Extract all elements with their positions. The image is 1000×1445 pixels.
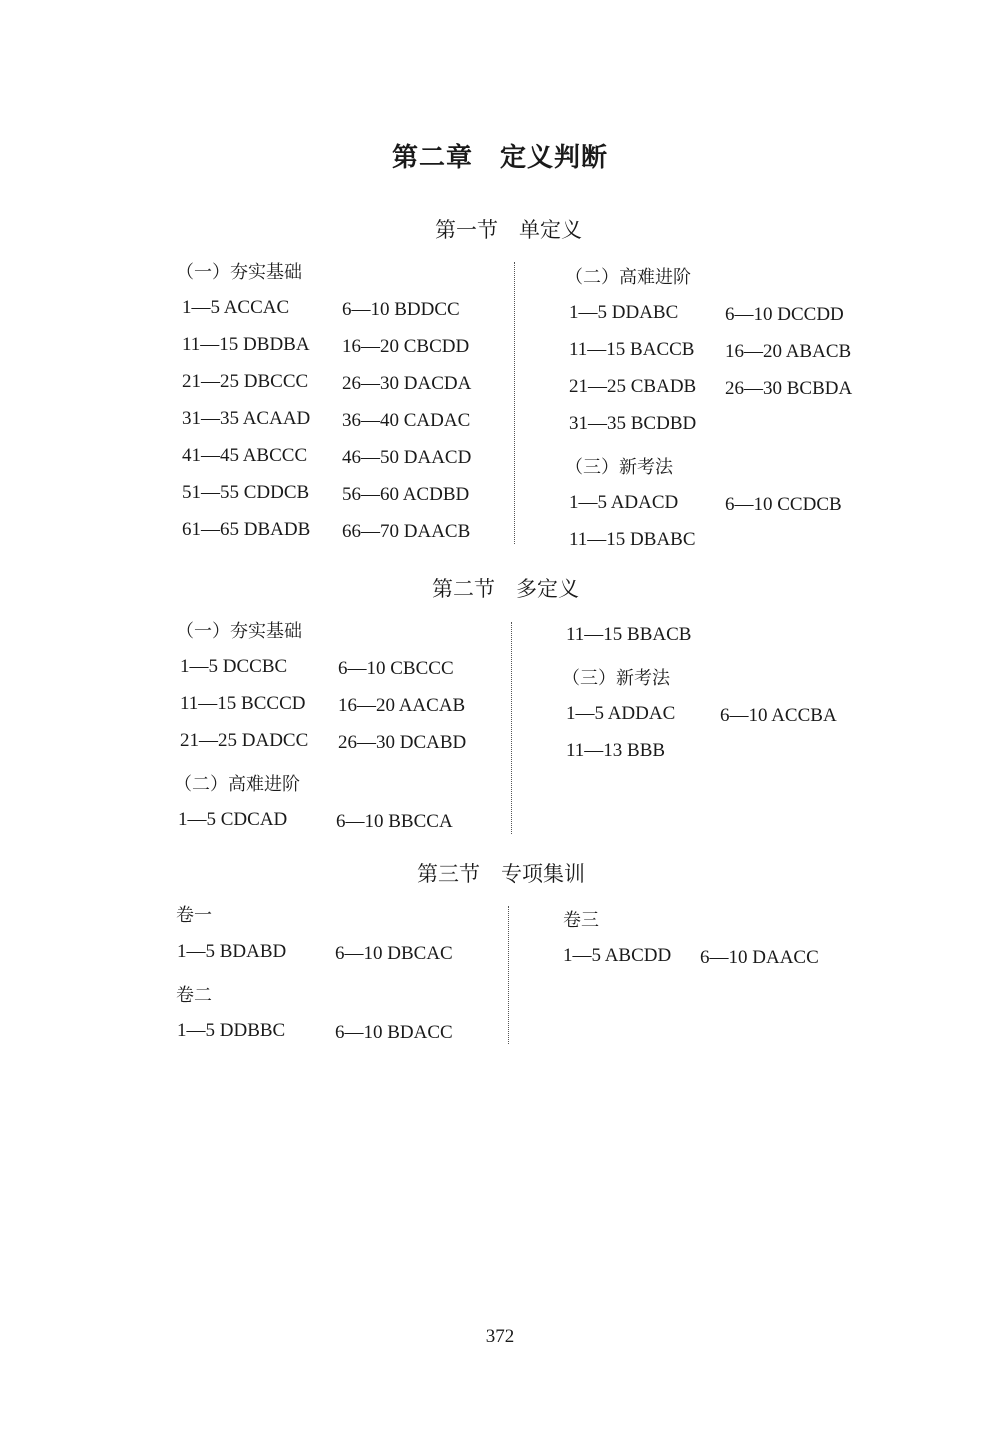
answer-row: 56—60 ACDBD <box>342 484 470 505</box>
answer-row: 6—10 DBCAC <box>335 943 453 964</box>
answer-row: 1—5 BDABD <box>177 941 287 962</box>
answer-row: 6—10 ACCBA <box>720 705 837 726</box>
answer-row: 61—65 DBADB <box>182 519 311 540</box>
answer-row: 51—55 CDDCB <box>182 482 310 503</box>
answer-row: 11—15 BACCB <box>569 339 695 360</box>
section-title-1: 第一节 单定义 <box>435 218 582 242</box>
answer-row: 66—70 DAACB <box>342 521 471 542</box>
answer-row: 31—35 BCDBD <box>569 413 697 434</box>
answer-row: 21—25 DBCCC <box>182 371 309 392</box>
s3-left-heading-2: 卷二 <box>176 985 212 1006</box>
answer-row: 6—10 DCCDD <box>725 304 844 325</box>
s1-right-heading-2: （三）新考法 <box>565 457 673 478</box>
answer-row: 31—35 ACAAD <box>182 408 311 429</box>
answer-row: 6—10 BBCCA <box>336 811 453 832</box>
answer-row: 1—5 CDCAD <box>178 809 288 830</box>
answer-row: 21—25 CBADB <box>569 376 697 397</box>
answer-row: 11—15 BBACB <box>566 624 692 645</box>
answer-row: 11—15 DBDBA <box>182 334 310 355</box>
column-divider <box>508 906 509 1044</box>
answer-row: 16—20 ABACB <box>725 341 852 362</box>
s2-left-heading-1: （一）夯实基础 <box>176 621 302 642</box>
answer-row: 6—10 DAACC <box>700 947 819 968</box>
s2-right-heading: （三）新考法 <box>562 668 670 689</box>
s1-left-heading: （一）夯实基础 <box>176 262 302 283</box>
answer-row: 26—30 BCBDA <box>725 378 853 399</box>
answer-row: 6—10 BDDCC <box>342 299 460 320</box>
answer-row: 11—13 BBB <box>566 740 666 761</box>
section-title-3: 第三节 专项集训 <box>417 862 585 886</box>
answer-row: 26—30 DACDA <box>342 373 472 394</box>
answer-row: 1—5 ADACD <box>569 492 679 513</box>
answer-row: 1—5 DDABC <box>569 302 679 323</box>
s3-right-heading: 卷三 <box>563 910 599 931</box>
page-number: 372 <box>485 1326 515 1347</box>
answer-row: 16—20 AACAB <box>338 695 466 716</box>
answer-row: 26—30 DCABD <box>338 732 467 753</box>
answer-row: 41—45 ABCCC <box>182 445 308 466</box>
answer-row: 36—40 CADAC <box>342 410 471 431</box>
section-title-2: 第二节 多定义 <box>432 577 579 601</box>
answer-row: 21—25 DADCC <box>180 730 309 751</box>
answer-row: 6—10 CBCCC <box>338 658 454 679</box>
answer-row: 11—15 BCCCD <box>180 693 306 714</box>
chapter-title: 第二章 定义判断 <box>391 143 608 173</box>
answer-row: 6—10 CCDCB <box>725 494 842 515</box>
column-divider <box>511 622 512 834</box>
answer-row: 1—5 DDBBC <box>177 1020 286 1041</box>
answer-row: 16—20 CBCDD <box>342 336 470 357</box>
s2-left-heading-2: （二）高难进阶 <box>174 774 300 795</box>
answer-row: 1—5 ADDAC <box>566 703 676 724</box>
answer-row: 11—15 DBABC <box>569 529 696 550</box>
answer-row: 46—50 DAACD <box>342 447 472 468</box>
answer-row: 1—5 ABCDD <box>563 945 672 966</box>
answer-row: 1—5 DCCBC <box>180 656 288 677</box>
answer-row: 1—5 ACCAC <box>182 297 290 318</box>
answer-row: 6—10 BDACC <box>335 1022 453 1043</box>
column-divider <box>514 262 515 544</box>
s3-left-heading-1: 卷一 <box>176 905 212 926</box>
s1-right-heading-1: （二）高难进阶 <box>565 267 691 288</box>
